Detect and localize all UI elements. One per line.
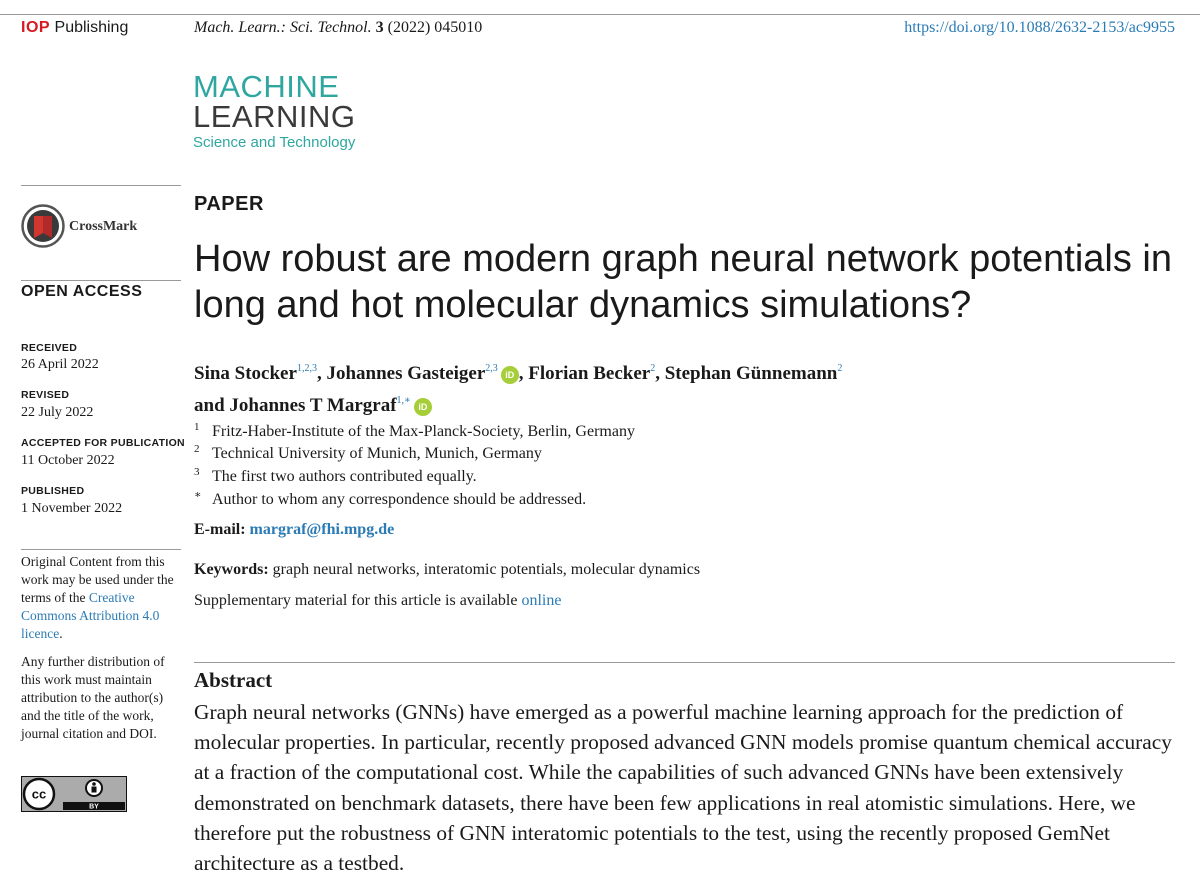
supplementary-line: [194, 592, 561, 610]
affiliation-item: [194, 488, 586, 509]
accepted-date: 11 October 2022: [21, 453, 115, 468]
keywords-label: Keywords:: [194, 561, 269, 578]
journal-citation: [194, 19, 482, 37]
cc-license-link[interactable]: Creative Commons Attribution 4.0 licence: [21, 590, 160, 641]
author-separator: ,: [655, 363, 665, 384]
affiliation-item: [194, 466, 477, 486]
abstract-heading: Abstract: [194, 668, 273, 692]
author-separator: ,: [316, 363, 327, 384]
crossmark-icon: [21, 204, 65, 248]
revised-date: 22 July 2022: [21, 405, 94, 420]
keywords-text: graph neural networks, interatomic potentials, molecular dynamics: [272, 561, 701, 578]
journal-logo-line-1: MACHINE: [193, 69, 340, 104]
published-date: 1 November 2022: [21, 501, 123, 516]
author-affil-sup[interactable]: 1,∗: [396, 395, 411, 406]
crossmark-label: CrossMark: [69, 219, 138, 234]
publishing-word: Publishing: [54, 19, 129, 36]
section-label: PAPER: [194, 193, 264, 215]
received-date: 26 April 2022: [21, 357, 99, 372]
email-line: [194, 521, 394, 539]
affiliation-item: [194, 443, 542, 463]
author-affil-sup[interactable]: 2,3: [485, 363, 498, 374]
received-label: RECEIVED: [21, 342, 78, 354]
affiliation-text: The first two authors contributed equally.: [212, 468, 477, 485]
author-affil-sup[interactable]: 2: [837, 363, 843, 374]
supplementary-online-link[interactable]: online: [521, 592, 562, 609]
affiliation-number: 3: [194, 466, 200, 478]
affiliation-item: [194, 421, 635, 441]
license-text-end: .: [59, 626, 63, 641]
affiliation-number: 1: [194, 421, 200, 433]
accepted-label: ACCEPTED FOR PUBLICATION: [21, 437, 185, 449]
published-label: PUBLISHED: [21, 485, 85, 497]
cc-by-badge[interactable]: [21, 776, 127, 812]
sidebar-rule: [21, 185, 181, 186]
journal-abbrev: Mach. Learn.: Sci. Technol.: [194, 19, 372, 36]
journal-logo-line-3: Science and Technology: [193, 134, 356, 151]
by-mark: BY: [89, 803, 99, 811]
orcid-icon[interactable]: iD: [501, 366, 519, 384]
sidebar-rule: [21, 549, 181, 550]
cc-mark: cc: [31, 786, 47, 802]
license-note: [21, 553, 183, 643]
journal-year-issue: (2022) 045010: [387, 19, 483, 36]
keywords-line: [194, 561, 700, 579]
journal-logo-line-2: LEARNING: [193, 99, 356, 134]
affiliation-text: Technical University of Munich, Munich, Germany: [212, 445, 542, 462]
article-title: How robust are modern graph neural network potentials in long and hot molecular dynamics simulations?: [194, 238, 1172, 326]
author-name[interactable]: Stephan Günnemann: [664, 363, 838, 384]
sidebar-rule: [21, 280, 181, 281]
author-name[interactable]: Florian Becker: [528, 363, 651, 384]
supplementary-text: Supplementary material for this article is available: [194, 592, 518, 609]
revised-label: REVISED: [21, 389, 70, 401]
journal-volume: 3: [375, 19, 384, 36]
author-separator: ,: [518, 363, 529, 384]
author-affil-sup[interactable]: 1,2,3: [296, 363, 317, 374]
iop-publishing-logo[interactable]: [21, 19, 128, 37]
orcid-icon[interactable]: iD: [414, 398, 432, 416]
abstract-text: Graph neural networks (GNNs) have emerged as a powerful machine learning approach for the prediction of molecular properties. In particular, recently proposed advanced GNN models promise quantum chemical accuracy at a fraction of the computational cost. While the capabilities of such advanced GNNs have been extensively demonstrated on benchmark datasets, there have been few applications in real atomistic simulations. Here, we therefore put the robustness of GNN interatomic potentials to the test, using the recently proposed GemNet architecture as a testbed.: [194, 700, 1172, 876]
abstract-rule: [194, 662, 1175, 663]
license-text: Original Content from this work may be used under the terms of the: [21, 554, 174, 605]
crossmark-button[interactable]: [21, 204, 181, 248]
header-rule: [0, 14, 1200, 15]
email-label: E-mail:: [194, 521, 246, 538]
iop-mark: IOP: [21, 19, 51, 36]
author-name[interactable]: and Johannes T Margraf: [194, 395, 397, 416]
author-list: [194, 355, 1094, 419]
open-access-label: OPEN ACCESS: [21, 283, 143, 300]
affiliation-text: Author to whom any correspondence should be addressed.: [212, 491, 587, 508]
author-name[interactable]: Sina Stocker: [194, 363, 297, 384]
author-affil-sup[interactable]: 2: [650, 363, 656, 374]
affiliation-text: Fritz-Haber-Institute of the Max-Planck-Society, Berlin, Germany: [212, 423, 635, 440]
affiliation-number: 2: [194, 443, 200, 455]
author-name[interactable]: Johannes Gasteiger: [326, 363, 486, 384]
email-link[interactable]: margraf@fhi.mpg.de: [249, 521, 395, 538]
affiliation-number: ∗: [194, 489, 202, 501]
doi-link[interactable]: https://doi.org/10.1088/2632-2153/ac9955: [904, 19, 1175, 36]
distribution-note: Any further distribution of this work must maintain attribution to the author(s) and the title of the work, journal citation and DOI.: [21, 654, 165, 741]
